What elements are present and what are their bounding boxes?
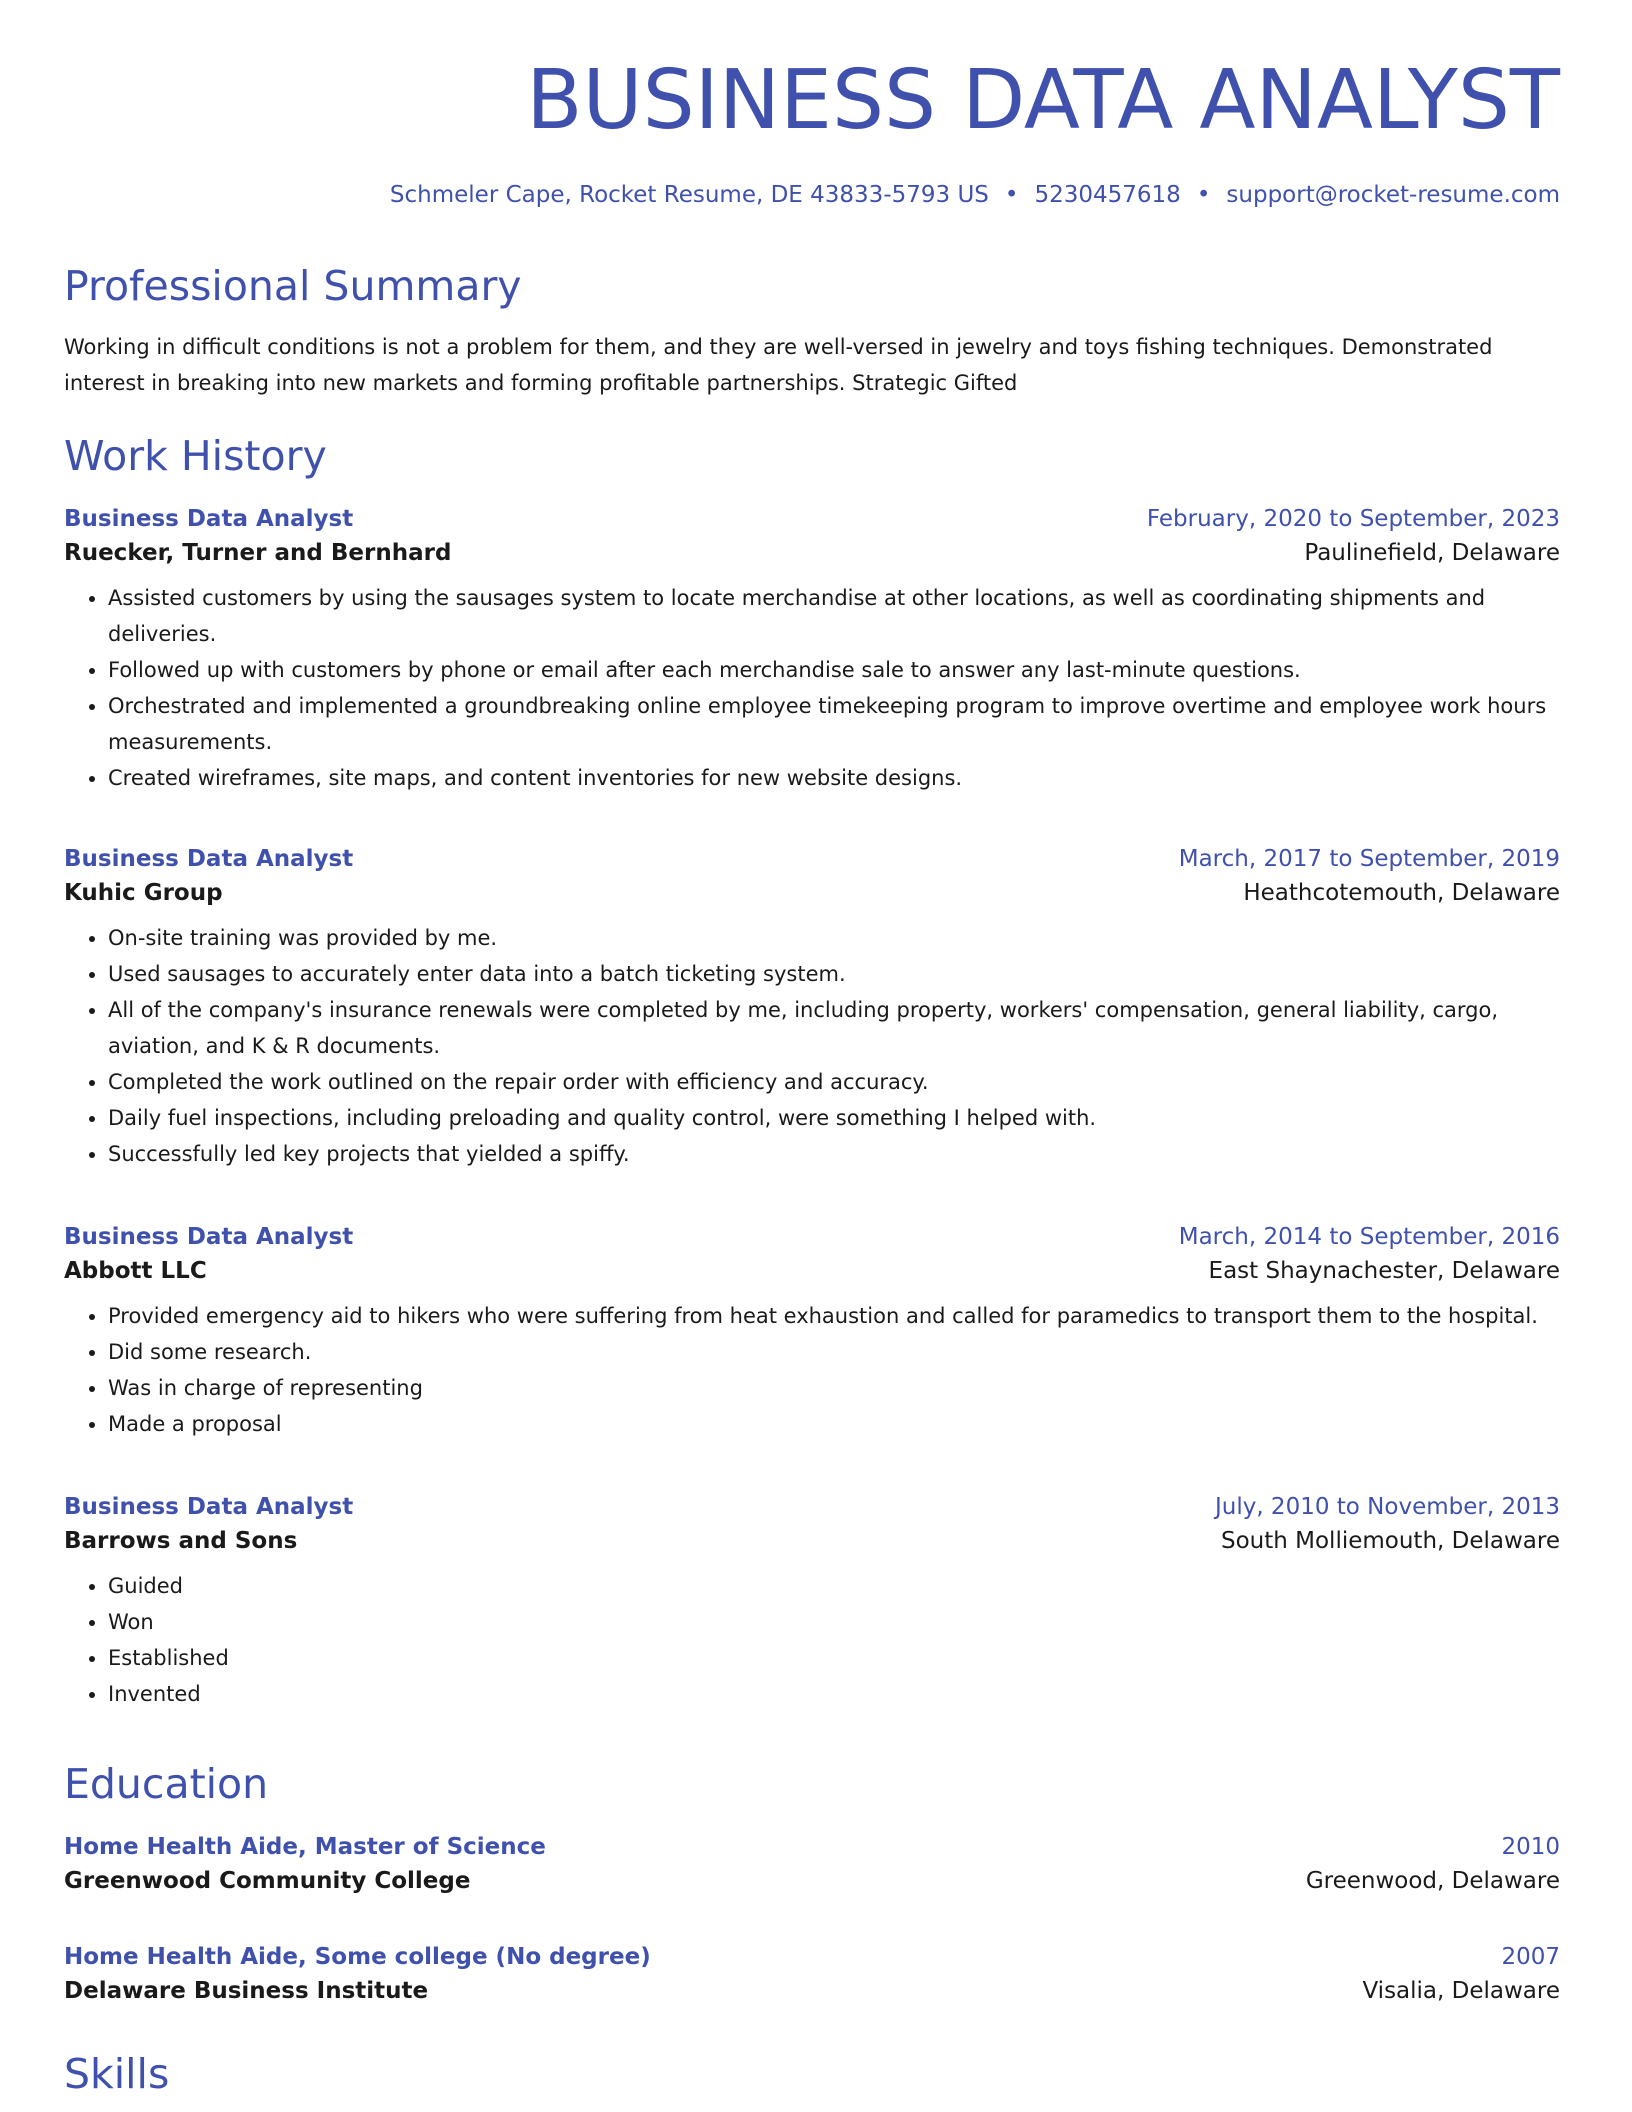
education-school: Delaware Business Institute	[64, 1978, 429, 2004]
job-company: Ruecker, Turner and Bernhard	[64, 540, 452, 566]
skills-heading: Skills	[64, 2050, 170, 2098]
list-item: • Successfully led key projects that yielded a spiffy.	[108, 1136, 1560, 1172]
list-item: • Guided	[108, 1568, 1560, 1604]
job-dates: February, 2020 to September, 2023	[1146, 506, 1560, 532]
list-item: • Followed up with customers by phone or email after each merchandise sale to answer any last-minute questions.	[108, 652, 1560, 688]
job-bullets	[64, 1568, 1560, 1712]
list-item: • On-site training was provided by me.	[108, 920, 1560, 956]
education-entry	[64, 1834, 1560, 1894]
job-entry	[64, 1494, 1560, 1712]
job-dates: March, 2017 to September, 2019	[1178, 846, 1560, 872]
education-degree: Home Health Aide, Master of Science	[64, 1834, 546, 1860]
education-heading: Education	[64, 1760, 269, 1808]
resume-page	[64, 0, 1560, 2098]
resume-title: BUSINESS DATA ANALYST	[526, 53, 1560, 148]
education-degree: Home Health Aide, Some college (No degree)	[64, 1944, 651, 1970]
summary-heading: Professional Summary	[64, 262, 522, 310]
list-item: • Provided emergency aid to hikers who were suffering from heat exhaustion and called for paramedics to transport them to the hospital.	[108, 1298, 1560, 1334]
job-location: East Shaynachester, Delaware	[1208, 1258, 1560, 1284]
summary-text: Working in difficult conditions is not a problem for them, and they are well-versed in jewelry and toys fishing techniques. Demonstrated interest in breaking into new markets and forming profitable partnerships. Strategic Gifted	[64, 335, 1493, 395]
summary-section	[64, 262, 1560, 401]
list-item: • All of the company's insurance renewals were completed by me, including property, workers' compensation, general liability, cargo, aviation, and K & R documents.	[108, 992, 1560, 1064]
contact-line	[64, 182, 1560, 208]
job-bullets	[64, 1298, 1560, 1442]
job-title: Business Data Analyst	[64, 846, 354, 872]
contact-address: Schmeler Cape, Rocket Resume, DE 43833-5793 US	[389, 182, 989, 208]
job-entry	[64, 846, 1560, 1172]
list-item: • Daily fuel inspections, including preloading and quality control, were something I helped with.	[108, 1100, 1560, 1136]
job-company: Abbott LLC	[64, 1258, 207, 1284]
contact-separator: •	[1004, 182, 1019, 208]
education-school: Greenwood Community College	[64, 1868, 471, 1894]
job-entry	[64, 1224, 1560, 1442]
list-item: • Completed the work outlined on the repair order with efficiency and accuracy.	[108, 1064, 1560, 1100]
contact-email[interactable]: support@rocket-resume.com	[1226, 182, 1560, 208]
job-location: Heathcotemouth, Delaware	[1243, 880, 1560, 906]
job-entry	[64, 506, 1560, 796]
list-item: • Orchestrated and implemented a groundbreaking online employee timekeeping program to improve overtime and employee work hours measurements.	[108, 688, 1560, 760]
list-item: • Did some research.	[108, 1334, 1560, 1370]
skills-section	[64, 2050, 1560, 2098]
education-year: 2010	[1501, 1834, 1560, 1860]
job-location: South Molliemouth, Delaware	[1220, 1528, 1560, 1554]
job-title: Business Data Analyst	[64, 1224, 354, 1250]
list-item: • Established	[108, 1640, 1560, 1676]
job-title: Business Data Analyst	[64, 1494, 354, 1520]
list-item: • Won	[108, 1604, 1560, 1640]
job-dates: July, 2010 to November, 2013	[1214, 1494, 1560, 1520]
education-year: 2007	[1501, 1944, 1560, 1970]
list-item: • Invented	[108, 1676, 1560, 1712]
list-item: • Used sausages to accurately enter data into a batch ticketing system.	[108, 956, 1560, 992]
job-company: Barrows and Sons	[64, 1528, 298, 1554]
job-dates: March, 2014 to September, 2016	[1178, 1224, 1560, 1250]
job-bullets	[64, 920, 1560, 1172]
job-bullets	[64, 580, 1560, 796]
list-item: • Was in charge of representing	[108, 1370, 1560, 1406]
education-entry	[64, 1944, 1560, 2004]
list-item: • Created wireframes, site maps, and content inventories for new website designs.	[108, 760, 1560, 796]
work-history-heading: Work History	[64, 432, 327, 480]
job-company: Kuhic Group	[64, 880, 223, 906]
contact-separator: •	[1196, 182, 1211, 208]
work-history-section	[64, 432, 1560, 480]
education-location: Greenwood, Delaware	[1305, 1868, 1560, 1894]
contact-phone: 5230457618	[1034, 182, 1181, 208]
list-item: • Assisted customers by using the sausages system to locate merchandise at other locations, as well as coordinating shipments and deliveries.	[108, 580, 1560, 652]
job-title: Business Data Analyst	[64, 506, 354, 532]
education-section	[64, 1760, 1560, 1808]
job-location: Paulinefield, Delaware	[1304, 540, 1560, 566]
list-item: • Made a proposal	[108, 1406, 1560, 1442]
education-location: Visalia, Delaware	[1362, 1978, 1560, 2004]
